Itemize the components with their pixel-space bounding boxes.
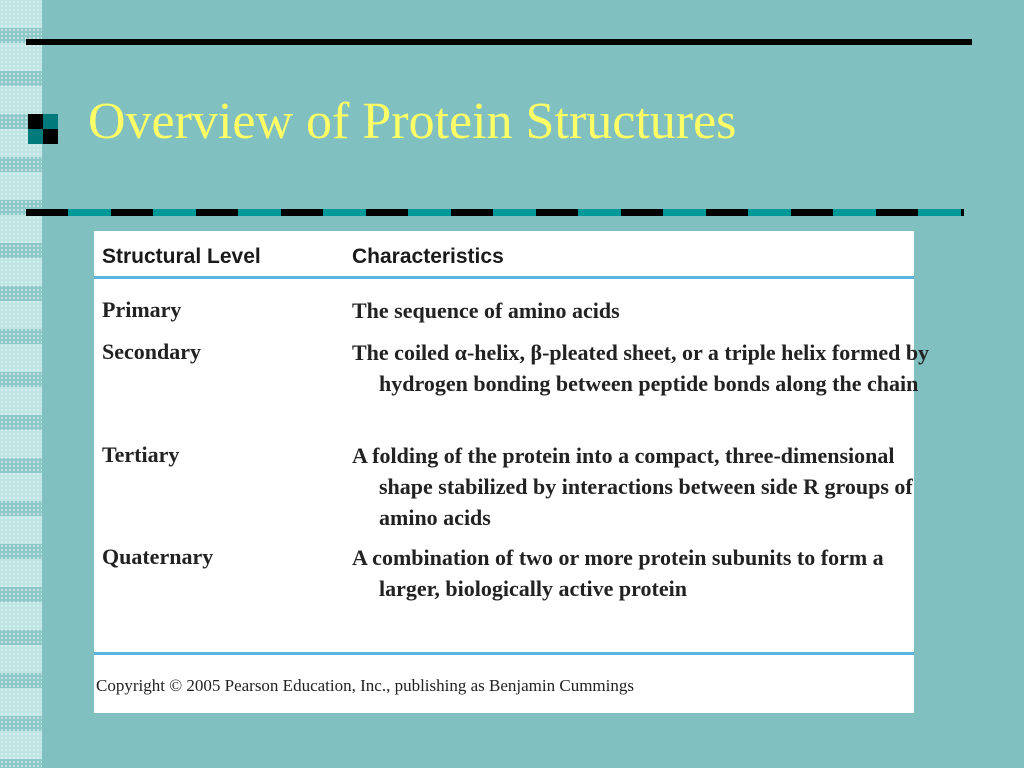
row-level-secondary: Secondary bbox=[102, 339, 201, 364]
row-characteristics-quaternary: A combination of two or more protein subunits to form a larger, biologically active protein bbox=[352, 545, 884, 601]
footer-rule bbox=[94, 652, 914, 655]
copyright-notice: Copyright © 2005 Pearson Education, Inc., publishing as Benjamin Cummings bbox=[96, 676, 634, 695]
row-level-quaternary: Quaternary bbox=[102, 544, 214, 569]
top-divider bbox=[26, 39, 972, 45]
header-rule bbox=[94, 276, 914, 279]
header-structural-level: Structural Level bbox=[102, 245, 261, 268]
slide-title: Overview of Protein Structures bbox=[88, 93, 737, 150]
row-characteristics-primary: The sequence of amino acids bbox=[352, 298, 620, 323]
dashed-divider bbox=[26, 209, 964, 216]
header-characteristics: Characteristics bbox=[352, 245, 504, 268]
row-level-primary: Primary bbox=[102, 297, 182, 322]
row-level-tertiary: Tertiary bbox=[102, 442, 180, 467]
protein-structure-table bbox=[94, 231, 930, 713]
row-characteristics-tertiary: A folding of the protein into a compact, three-dimensional shape stabilized by interactions between side R groups of amino acids bbox=[352, 443, 913, 530]
row-characteristics-secondary: The coiled α-helix, β-pleated sheet, or a triple helix formed by hydrogen bonding between peptide bonds along the chain bbox=[352, 340, 930, 396]
title-bullet-icon bbox=[28, 114, 58, 144]
